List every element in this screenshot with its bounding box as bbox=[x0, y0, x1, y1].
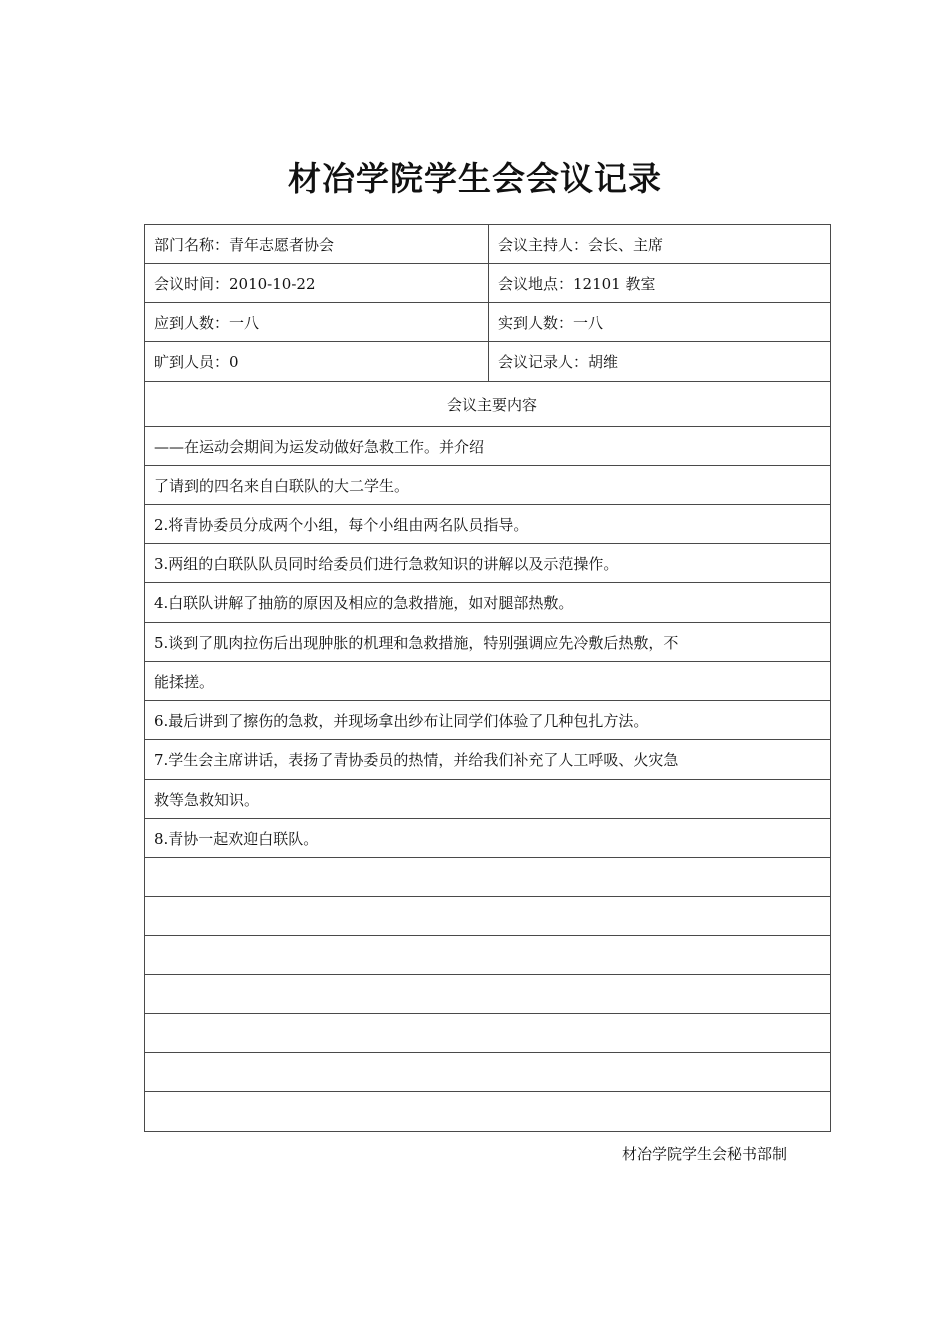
content-line: 5.谈到了肌肉拉伤后出现肿胀的机理和急救措施，特别强调应先冷敷后热敷，不 bbox=[145, 623, 831, 662]
content-line: 2.将青协委员分成两个小组，每个小组由两名队员指导。 bbox=[145, 505, 831, 544]
blank-line bbox=[145, 1053, 831, 1092]
footer-note: 材冶学院学生会秘书部制 bbox=[622, 1145, 788, 1163]
blank-line bbox=[145, 936, 831, 975]
header-row bbox=[145, 264, 831, 303]
content-row bbox=[145, 623, 831, 662]
content-row bbox=[145, 427, 831, 466]
blank-row bbox=[145, 936, 831, 975]
meeting-record-table bbox=[144, 224, 831, 1132]
content-row bbox=[145, 662, 831, 701]
content-line: 能揉搓。 bbox=[145, 662, 831, 701]
blank-row bbox=[145, 1092, 831, 1132]
content-line: 救等急救知识。 bbox=[145, 780, 831, 819]
blank-line bbox=[145, 1092, 831, 1132]
expected-count-field: 应到人数：一八 bbox=[145, 303, 489, 342]
content-line: 8.青协一起欢迎白联队。 bbox=[145, 819, 831, 858]
content-line: 了请到的四名来自白联队的大二学生。 bbox=[145, 466, 831, 505]
blank-row bbox=[145, 1014, 831, 1053]
blank-row bbox=[145, 897, 831, 936]
content-row bbox=[145, 583, 831, 623]
blank-line bbox=[145, 858, 831, 897]
content-row bbox=[145, 544, 831, 583]
host-field: 会议主持人：会长、主席 bbox=[489, 225, 831, 264]
content-row bbox=[145, 740, 831, 780]
content-line: 6.最后讲到了擦伤的急救，并现场拿出纱布让同学们体验了几种包扎方法。 bbox=[145, 701, 831, 740]
actual-count-field: 实到人数：一八 bbox=[489, 303, 831, 342]
content-row bbox=[145, 466, 831, 505]
content-heading-row bbox=[145, 382, 831, 427]
blank-line bbox=[145, 975, 831, 1014]
content-line: ——在运动会期间为运发动做好急救工作。并介绍 bbox=[145, 427, 831, 466]
content-heading: 会议主要内容 bbox=[145, 382, 831, 427]
time-field: 会议时间：2010-10-22 bbox=[145, 264, 489, 303]
location-field: 会议地点：12101 教室 bbox=[489, 264, 831, 303]
content-row bbox=[145, 701, 831, 740]
absent-field: 旷到人员：0 bbox=[145, 342, 489, 382]
content-line: 7.学生会主席讲话，表扬了青协委员的热情，并给我们补充了人工呼吸、火灾急 bbox=[145, 740, 831, 780]
blank-row bbox=[145, 858, 831, 897]
header-row bbox=[145, 303, 831, 342]
content-row bbox=[145, 780, 831, 819]
header-row bbox=[145, 342, 831, 382]
content-row bbox=[145, 505, 831, 544]
page-title: 材冶学院学生会会议记录 bbox=[288, 159, 662, 198]
recorder-field: 会议记录人：胡维 bbox=[489, 342, 831, 382]
content-line: 3.两组的白联队队员同时给委员们进行急救知识的讲解以及示范操作。 bbox=[145, 544, 831, 583]
blank-row bbox=[145, 975, 831, 1014]
content-line: 4.白联队讲解了抽筋的原因及相应的急救措施，如对腿部热敷。 bbox=[145, 583, 831, 623]
department-field: 部门名称：青年志愿者协会 bbox=[145, 225, 489, 264]
blank-line bbox=[145, 897, 831, 936]
header-row bbox=[145, 225, 831, 264]
content-row bbox=[145, 819, 831, 858]
blank-row bbox=[145, 1053, 831, 1092]
blank-line bbox=[145, 1014, 831, 1053]
